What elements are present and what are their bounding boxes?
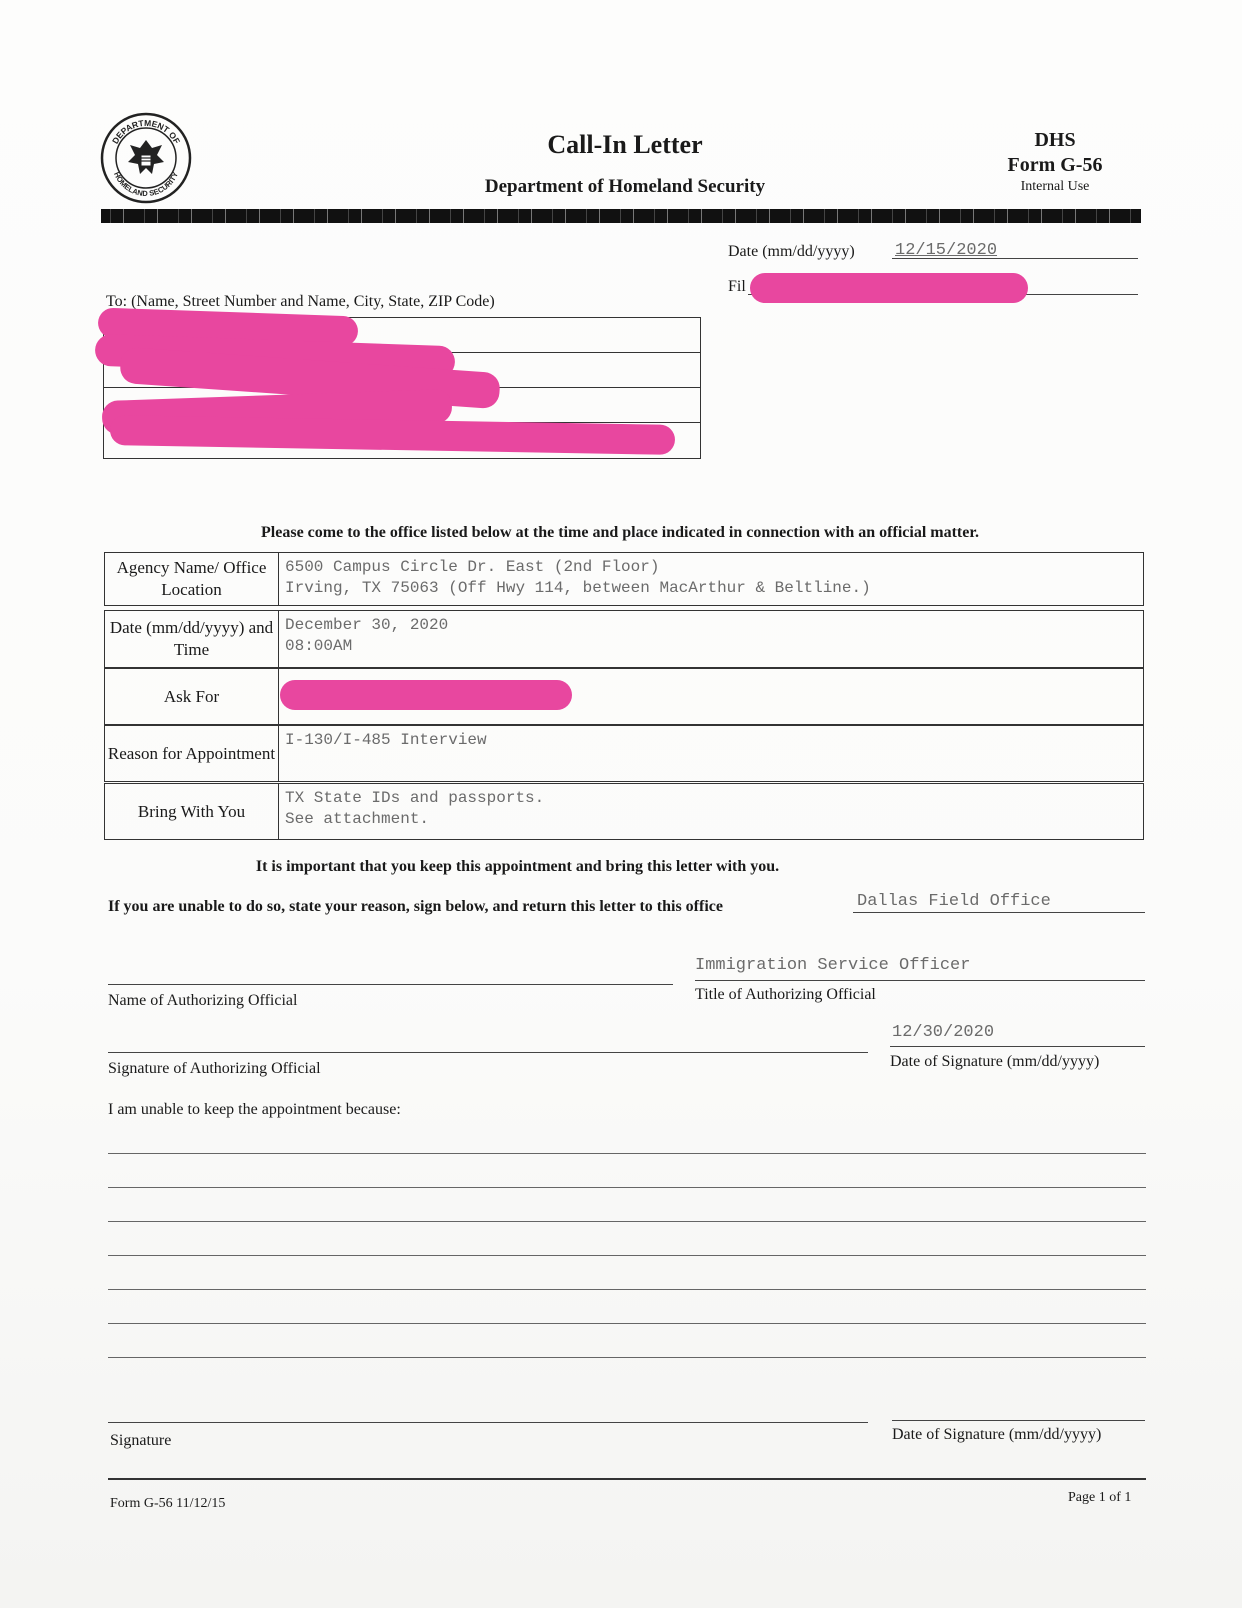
header-rule-bar [101, 209, 1141, 223]
signature-date-value[interactable]: 12/30/2020 [892, 1023, 995, 1042]
form-name: Form G-56 [1007, 154, 1103, 176]
redaction-ask-for [280, 680, 572, 710]
dhs-seal-icon [100, 112, 192, 204]
row-label: Date (mm/dd/yyyy) and Time [105, 611, 279, 667]
row-agency-location [104, 552, 1144, 606]
authorizing-signature-label: Signature of Authorizing Official [108, 1060, 321, 1077]
row-ask-for [104, 668, 1144, 725]
file-label: Fil [728, 278, 746, 295]
svg-text:DEPARTMENT OF: DEPARTMENT OF [109, 117, 183, 146]
signature-date-label: Date of Signature (mm/dd/yyyy) [890, 1053, 1100, 1070]
redaction-file-number [750, 273, 1028, 303]
return-office-value[interactable]: Dallas Field Office [857, 892, 1051, 911]
name-line [108, 984, 673, 985]
name-label: Name of Authorizing Official [108, 992, 298, 1009]
reason-label: I am unable to keep the appointment because: [108, 1101, 401, 1118]
row-value[interactable]: December 30, 2020 08:00AM [285, 616, 449, 655]
bottom-date-label: Date of Signature (mm/dd/yyyy) [892, 1426, 1102, 1443]
return-office-underline [853, 912, 1145, 913]
footer-rule [108, 1478, 1146, 1480]
to-label: To: (Name, Street Number and Name, City, State, ZIP Code) [106, 293, 495, 310]
form-id-block [990, 128, 1120, 178]
row-reason [104, 725, 1144, 782]
internal-use-note: Internal Use [1020, 179, 1090, 194]
row-value[interactable]: 6500 Campus Circle Dr. East (2nd Floor) Irving, TX 75063 (Off Hwy 114, between MacArthur & Beltline.) [285, 558, 871, 597]
title-label: Title of Authorizing Official [695, 986, 876, 1003]
date-label: Date (mm/dd/yyyy) [728, 243, 855, 260]
title-line [695, 980, 1145, 981]
row-label: Ask For [105, 669, 279, 724]
agency-abbrev: DHS [1034, 129, 1076, 151]
title-value[interactable]: Immigration Service Officer [695, 956, 971, 975]
form-revision: Form G-56 11/12/15 [110, 1496, 226, 1511]
row-value[interactable]: I-130/I-485 Interview [285, 731, 487, 749]
row-value[interactable]: TX State IDs and passports. See attachment. [285, 789, 545, 828]
date-value[interactable]: 12/15/2020 [895, 241, 998, 260]
svg-text:HOMELAND SECURITY: HOMELAND SECURITY [112, 170, 180, 199]
page-number: Page 1 of 1 [1068, 1490, 1132, 1505]
date-underline [892, 258, 1138, 259]
bottom-date-line[interactable] [892, 1420, 1145, 1421]
signature-label: Signature [110, 1432, 172, 1449]
row-bring-with-you [104, 783, 1144, 840]
instruction-text: Please come to the office listed below at the time and place indicated in connection with an official matter. [261, 524, 979, 541]
return-instruction: If you are unable to do so, state your reason, sign below, and return this letter to this office [108, 898, 723, 915]
row-label: Reason for Appointment [105, 726, 279, 781]
row-date-time [104, 610, 1144, 668]
signature-line[interactable] [108, 1422, 868, 1423]
signature-date-line [890, 1046, 1145, 1047]
important-note: It is important that you keep this appointment and bring this letter with you. [255, 858, 780, 875]
authorizing-signature-line [108, 1052, 868, 1053]
row-label: Agency Name/ Office Location [105, 553, 279, 605]
page-title: Call-In Letter [547, 130, 703, 159]
row-label: Bring With You [105, 784, 279, 839]
department-name: Department of Homeland Security [484, 176, 766, 197]
